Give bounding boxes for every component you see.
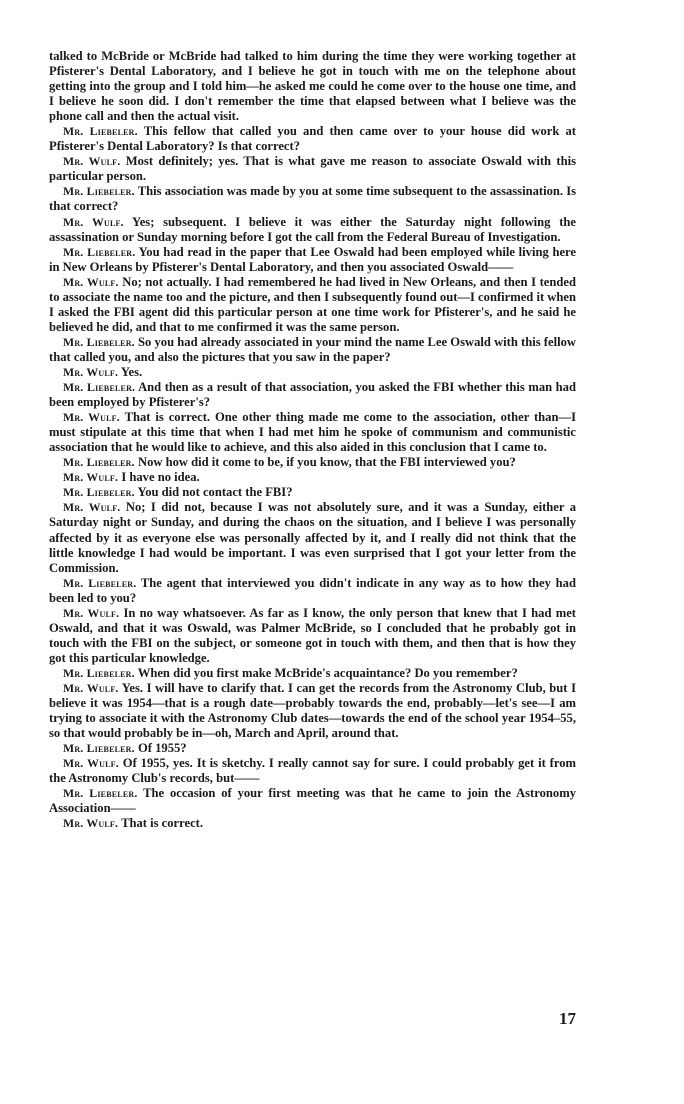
speaker-label: Mr. Wulf. — [63, 680, 119, 695]
speaker-label: Mr. Wulf. — [63, 756, 119, 771]
paragraph — [49, 816, 576, 831]
paragraph-text: You had read in the paper that Lee Oswald had been employed while living here in New Orleans by Pfisterer's Dental Laboratory, and then you associated Oswald—— — [49, 244, 576, 274]
speaker-label: Mr. Liebeler. — [63, 455, 135, 470]
paragraph-text: In no way whatsoever. As far as I know, the only person that knew that I had met Oswald, and that it was Oswald, was Palmer McBride, so I concluded that he probably got in touch with the FBI on the subject, or someone got in touch with them, and then that is how they got this particular knowledge. — [49, 605, 576, 665]
speaker-label: Mr. Liebeler. — [63, 184, 135, 199]
paragraph-text: That is correct. One other thing made me come to the association, other than—I must stipulate at this time that when I had met him he spoke of communism and communistic association that he would like to achieve, and this also aided in this conclusion that I came to. — [49, 410, 576, 455]
paragraph-text: Yes; subsequent. I believe it was either the Saturday night following the assassination or Sunday morning before I got the call from the Federal Bureau of Investigation. — [49, 214, 576, 244]
transcript-page — [49, 49, 576, 831]
speaker-label: Mr. Liebeler. — [63, 244, 136, 259]
speaker-label: Mr. Liebeler. — [63, 575, 137, 590]
speaker-label: Mr. Wulf. — [63, 470, 119, 485]
speaker-label: Mr. Wulf. — [63, 816, 119, 831]
page-number: 17 — [559, 1009, 576, 1028]
paragraph — [49, 455, 576, 470]
paragraph-text: Of 1955, yes. It is sketchy. I really cannot say for sure. I could probably get it from the Astronomy Club's records, but—— — [49, 756, 576, 786]
paragraph — [49, 275, 576, 335]
paragraph — [49, 576, 576, 606]
paragraph-text: You did not contact the FBI? — [137, 485, 293, 500]
paragraph-text: This fellow that called you and then came over to your house did work at Pfisterer's Dental Laboratory? Is that correct? — [49, 124, 576, 154]
paragraph — [49, 741, 576, 756]
speaker-label: Mr. Liebeler. — [63, 786, 138, 801]
paragraph — [49, 485, 576, 500]
speaker-label: Mr. Wulf. — [63, 214, 124, 229]
paragraph — [49, 756, 576, 786]
paragraph — [49, 500, 576, 575]
paragraph-text: No; not actually. I had remembered he had lived in New Orleans, and then I tended to associate the name too and the picture, and then I subsequently found out—I confirmed it when I asked the FBI agent did this particular person at one time work for Pfisterer's, and he said he believed he did, and that to me confirmed it was the same person. — [49, 274, 576, 334]
paragraph-text: No; I did not, because I was not absolutely sure, and it was a Sunday, either a Saturday night or Sunday, and during the chaos on the situation, and I believe I was personally affected by it as everyone else was personally affected by it, and I really did not think that the little knowledge I had would be important. I was even surprised that I got your letter from the Commission. — [49, 500, 576, 575]
speaker-label: Mr. Wulf. — [63, 410, 120, 425]
paragraph — [49, 124, 576, 154]
speaker-label: Mr. Wulf. — [63, 274, 119, 289]
paragraph-text: That is correct. — [121, 816, 204, 831]
paragraph-text: Yes. — [120, 364, 143, 379]
paragraph — [49, 245, 576, 275]
paragraph — [49, 184, 576, 214]
paragraph — [49, 215, 576, 245]
paragraph-text: This association was made by you at some time subsequent to the assassination. Is that correct? — [49, 184, 576, 214]
paragraph-text: Now how did it come to be, if you know, that the FBI interviewed you? — [137, 455, 516, 470]
paragraph — [49, 470, 576, 485]
speaker-label: Mr. Wulf. — [63, 154, 121, 169]
paragraph-text: Of 1955? — [137, 741, 187, 756]
paragraph-text: When did you first make McBride's acquaintance? Do you remember? — [137, 665, 518, 680]
paragraph-text: The agent that interviewed you didn't indicate in any way as to how they had been led to you? — [49, 575, 576, 605]
speaker-label: Mr. Liebeler. — [63, 334, 135, 349]
speaker-label: Mr. Liebeler. — [63, 665, 135, 680]
paragraph — [49, 49, 576, 124]
speaker-label: Mr. Wulf. — [63, 364, 119, 379]
paragraph-text: The occasion of your first meeting was that he came to join the Astronomy Association—— — [49, 786, 576, 816]
speaker-label: Mr. Liebeler. — [63, 124, 138, 139]
paragraph — [49, 154, 576, 184]
paragraph — [49, 365, 576, 380]
paragraph-text: talked to McBride or McBride had talked to him during the time they were working together at Pfisterer's Dental Laboratory, and I believe he got in touch with me on the telephone about getting into the group and I told him—he asked me could he come over to the house one time, and I believe he soon did. I don't remember the time that elapsed between what I believe was the phone call and then the actual visit. — [49, 49, 576, 124]
speaker-label: Mr. Liebeler. — [63, 485, 135, 500]
paragraph — [49, 380, 576, 410]
speaker-label: Mr. Wulf. — [63, 500, 121, 515]
paragraph — [49, 681, 576, 741]
paragraph — [49, 666, 576, 681]
speaker-label: Mr. Liebeler. — [63, 741, 135, 756]
paragraph-text: So you had already associated in your mind the name Lee Oswald with this fellow that called you, and also the pictures that you saw in the paper? — [49, 334, 576, 364]
paragraph — [49, 410, 576, 455]
paragraph — [49, 606, 576, 666]
speaker-label: Mr. Wulf. — [63, 605, 120, 620]
speaker-label: Mr. Liebeler. — [63, 380, 136, 395]
paragraph-text: Most definitely; yes. That is what gave me reason to associate Oswald with this particular person. — [49, 154, 576, 184]
paragraph-text: I have no idea. — [121, 470, 200, 485]
paragraph — [49, 786, 576, 816]
paragraph-text: And then as a result of that association, you asked the FBI whether this man had been employed by Pfisterer's? — [49, 380, 576, 410]
paragraph-text: Yes. I will have to clarify that. I can get the records from the Astronomy Club, but I believe it was 1954—that is a rough date—probably towards the end, probably—let's see—I am trying to associate it with the Astronomy Club dates—towards the end of the school year 1954–55, so that would probably be in—oh, March and April, around that. — [49, 680, 576, 741]
paragraph — [49, 335, 576, 365]
